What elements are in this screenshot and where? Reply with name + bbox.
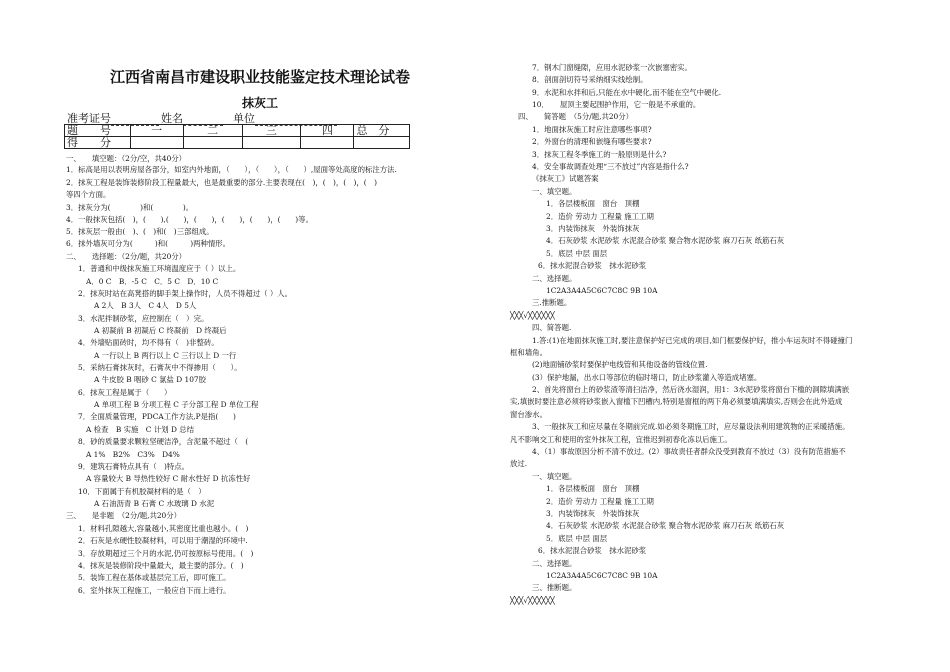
left-text-line: A 1% B2% C3% D4%	[86, 450, 180, 459]
score-cell: 二	[183, 125, 242, 137]
right-text-line: 1．各层楼板面 窗台 顶棚	[546, 484, 640, 493]
right-text-line: 5．底层 中层 面层	[546, 249, 608, 258]
exam-title: 江西省南昌市建设职业技能鉴定技术理论试卷	[110, 68, 411, 86]
left-text-line: 三、 是非题 （2分/题,共20分）	[66, 511, 182, 520]
unit-label: 单位	[233, 112, 255, 125]
exam-subtitle: 抹灰工	[242, 96, 279, 110]
right-text-line: 《抹灰工》试题答案	[532, 174, 599, 183]
right-text-line: 2．外窗台的清理和嵌缝有哪些要求?	[532, 137, 652, 146]
right-text-line: 一、填空题。	[532, 187, 577, 196]
exam-no-label: 准考证号	[67, 112, 111, 125]
right-text-line: 5．底层 中层 面层	[546, 534, 608, 543]
right-text-line: 10． 屋顶主要起围护作用，它一般是不承重的。	[532, 100, 701, 109]
right-text-line: 1C2A3A4A5C6C7C8C 9B 10A	[546, 571, 658, 580]
left-text-line: 3．水泥拌制砂浆，应控制在（ ）完。	[78, 314, 209, 323]
right-text-line: 4．石灰砂浆 水泥砂浆 水泥混合砂浆 聚合物水泥砂浆 麻刀石灰 纸筋石灰	[546, 236, 785, 245]
left-text-line: 等四个方面。	[66, 190, 111, 199]
right-text-line: 6．抹水泥混合砂浆 抹水泥砂浆	[538, 261, 647, 270]
right-text-line: 3、一般抹灰工和应尽量在冬期前完成.如必须冬期施工时，应尽量设法利用建筑物的正采暖措施。	[532, 422, 850, 431]
right-text-line: ╳╳╳√╳╳╳╳╳╳	[510, 311, 555, 320]
left-text-line: 6．抹灰工程是属于（ ）	[78, 388, 172, 397]
right-text-line: 实,填嵌时要注意必须将砂浆嵌入窗槛下凹槽内,特别是窗框的两下角必须要填满填实,否则会在此外造成	[510, 397, 843, 406]
right-text-line: 2．造价 劳动力 工程量 施工工期	[546, 497, 654, 506]
score-cell: 三	[242, 125, 301, 137]
left-text-line: A 检查 B 实施 C 计划 D 总结	[86, 425, 195, 434]
left-text-line: 3．抹灰分为( )和( )。	[66, 203, 194, 212]
score-cell: 四	[301, 125, 354, 137]
right-text-line: 9．水泥和水拌和后,只能在水中硬化,而不能在空气中硬化.	[532, 88, 722, 97]
score-cell: 总 分	[354, 125, 410, 137]
right-text-line: 三.推断题。	[532, 298, 572, 307]
right-text-line: 1.答:(1)在地面抹灰施工时,要注意保护好已完成的项目,如门框要保护好，推小车运灰时不得碰撞门	[532, 336, 853, 345]
name-label: 姓名	[161, 112, 183, 125]
left-text-line: 4．抹灰是装修阶段中量最大，最主要的部分。( )	[78, 561, 244, 570]
left-text-line: 5．采纳石膏抹灰时，石膏灰中不得掺用（ ）。	[78, 363, 242, 372]
left-text-line: 6．抹外墙灰可分为( )和( )两种情形。	[66, 239, 231, 248]
left-text-line: 4．外墙贴面砖时，均不得有（ )非整砖。	[78, 338, 219, 347]
right-text-line: 2．造价 劳动力 工程量 施工工期	[546, 212, 654, 221]
right-text-line: 框和墙角。	[510, 348, 547, 357]
right-text-line: 8．剖面剖切符号采纳细实线绘制。	[532, 75, 648, 84]
right-text-line: 3．内装饰抹灰 外装饰抹灰	[546, 509, 640, 518]
score-input-cell[interactable]	[183, 137, 242, 149]
left-text-line: 7．全面质量管理，PDCA工作方法,P是指( )	[78, 412, 236, 421]
left-text-line: 2．石灰是水硬性胶凝材料，可以用于潮湿的环境中.	[78, 536, 248, 545]
left-text-line: 10．下面属于有机胶凝材料的是（ ）	[78, 487, 206, 496]
right-text-line: 一、填空题。	[532, 472, 577, 481]
right-text-line: 1．各层楼板面 窗台 顶棚	[546, 199, 640, 208]
score-cell: 一	[130, 125, 183, 137]
right-text-line: 7．钢木门窗缝隙，应用水泥砂浆一次嵌塞密实。	[532, 63, 692, 72]
left-text-line: A 牛皮胶 B 咽砂 C 氯盐 D 107胶	[94, 375, 207, 384]
right-text-line: 2、首先将窗台上的砂浆渣等清扫洁净，然后浇水湿润，用1：3水泥砂浆将窗台下槛的洞隙填满嵌	[532, 385, 850, 394]
left-text-line: 6．室外抹灰工程施工，一般应自下而上进行。	[78, 586, 231, 595]
left-text-line: 1．标高是用以表明房屋各部分，如室内外地面，（ ），（ ），（ ）,屋面等处高度的标注方法.	[66, 165, 397, 174]
right-text-line: 窗台渗水。	[510, 410, 547, 419]
left-text-line: 二、 选择题：（2分/题，共20分）	[66, 252, 187, 261]
right-text-line: 3．抹灰工程冬季施工的一般原则是什么?	[532, 150, 667, 159]
right-text-line: 3．内装饰抹灰 外装饰抹灰	[546, 224, 640, 233]
score-input-cell[interactable]	[242, 137, 301, 149]
left-text-line: 一、 填空题：（2分/空，共40分）	[66, 154, 187, 163]
left-text-line: 3．存放期超过三个月的水泥,仍可按原标号使用。( )	[78, 549, 254, 558]
left-text-line: A．0 C B．-5 C C．5 C D．10 C	[86, 277, 219, 286]
score-input-cell[interactable]	[130, 137, 183, 149]
left-text-line: A 初凝前 B 初凝后 C 终凝前 D 终凝后	[94, 326, 227, 335]
right-text-line: 二、选择题。	[532, 274, 577, 283]
score-table-header-row	[65, 125, 410, 137]
right-text-line: 放过.	[510, 459, 528, 468]
left-text-line: A 容量较大 B 导热性较好 C 耐水性好 D 抗冻性好	[86, 474, 251, 483]
right-text-line: 1．地面抹灰施工时应注意哪些事项?	[532, 125, 652, 134]
left-text-line: 9．建筑石膏特点具有（ )特点。	[78, 462, 190, 471]
right-text-line: (2)地面铺砂浆时要保护电线管和其他设备的管线位置.	[532, 360, 708, 369]
score-input-cell[interactable]	[354, 137, 410, 149]
left-text-line: 2．抹灰工程是装饰装修阶段工程量最大，也是最重要的部分.主要表现在( )，( )，( )，( )	[66, 178, 377, 187]
right-text-line: 凡不影响交工和使用的室外抹灰工程，宜推迟到初春化冻以后施工。	[510, 435, 732, 444]
left-text-line: 8．砂的质量要求颗粒坚硬洁净，含泥量不超过（ (	[78, 437, 249, 446]
left-text-line: A 2人 B 3人 C 4人 D 5人	[94, 301, 197, 310]
left-text-line: 5．装饰工程在基体或基层完工后，即可施工。	[78, 573, 231, 582]
right-text-line: 二、选择题。	[532, 559, 577, 568]
score-input-cell[interactable]	[301, 137, 354, 149]
right-text-line: 四、简答题.	[532, 323, 572, 332]
left-text-line: 5．抹灰层一般由( )、( )和( )三部组成。	[66, 227, 214, 236]
score-cell: 得 分	[65, 137, 131, 149]
left-text-line: A 一行以上 B 两行以上 C 三行以上 D 一行	[94, 351, 237, 360]
right-text-line: 三、推断题。	[532, 583, 577, 592]
left-text-line: 2．抹灰时站在高凳搭的脚手架上操作时，人员不得超过（ ）人。	[78, 289, 292, 298]
left-text-line: A 单项工程 B 分项工程 C 子分部工程 D 单位工程	[94, 400, 259, 409]
right-text-line: 四、 简答题 （5分/题,共20分）	[518, 112, 634, 121]
left-text-line: 4．一般抹灰包括( )，( ),( )，( )，( )，( )，( )等。	[66, 215, 313, 224]
right-text-line: 4、（1）事故原因分析不清不放过。(2）事故责任者群众没受到教育不放过（3）没有防范措施不	[532, 447, 846, 456]
left-text-line: A 石油沥青 B 石膏 C 水玻璃 D 水泥	[94, 499, 215, 508]
right-text-line: 4．石灰砂浆 水泥砂浆 水泥混合砂浆 聚合物水泥砂浆 麻刀石灰 纸筋石灰	[546, 521, 785, 530]
right-text-line: 4．安全事故调查处理“三不放过”内容是指什么?	[532, 162, 689, 171]
right-text-line: (3）保护地漏，出水口等部位的临时堵口，防止砂浆灌入等造成堵塞。	[532, 373, 762, 382]
score-table-score-row	[65, 137, 410, 149]
right-text-line: ╳╳╳√╳╳╳╳╳╳	[510, 596, 555, 605]
right-text-line: 6．抹水泥混合砂浆 抹水泥砂浆	[538, 546, 647, 555]
score-cell: 题 号	[65, 125, 131, 137]
score-table	[64, 124, 410, 149]
right-text-line: 1C2A3A4A5C6C7C8C 9B 10A	[546, 286, 658, 295]
left-text-line: 1．普通和中级抹灰施工环境温度应于（ ）以上。	[78, 264, 241, 273]
left-text-line: 1．材料孔隙越大,容量越小,其密度比重也越小。( )	[78, 524, 249, 533]
